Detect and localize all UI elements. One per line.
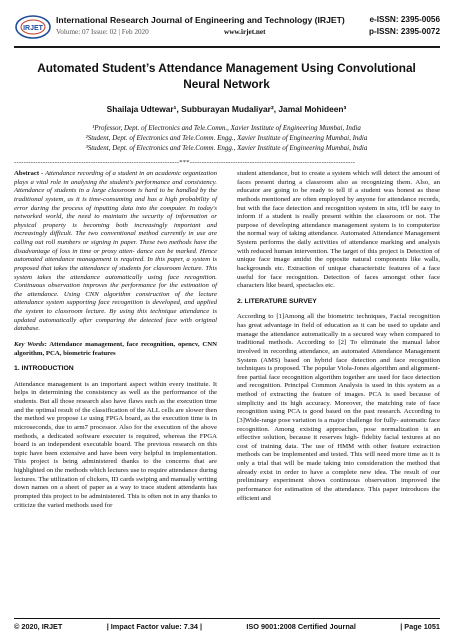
journal-header [14,14,440,44]
right-column [237,170,440,510]
keywords [14,341,217,358]
journal-name: International Research Journal of Engineering and Technology (IRJET) [56,15,345,25]
svg-text:IRJET: IRJET [23,25,43,32]
abstract [14,170,217,334]
section-literature-heading: 2. LITERATURE SURVEY [237,297,317,305]
right-paragraph-1: student attendance, but to create a system which will detect the amount of faces present during a classroom also as recognizing them. Also, an educator are going to be ready to tell if a student was honest as these methods mentioned are often employed by anyone for attendance records, but with the face detection and recognition system in situ, it'll be easy to inform if a student is really present within the classroom or not. The purpose of developing attendance management system is to computerize the normal way of taking attendance. Automated Attendance Management System performs the daily activities of attendance marking and analysis with reduced human intervention. The target of this project is Detection of unique face image amidst the opposite natural components like walls, backgrounds etc. Extraction of unique characteristic features of a face useful for face recognition. Detection of faces amongst other face characters like beard, spectacles etc. [237,170,440,290]
affiliation-2: ²Student, Dept. of Electronics and Tele.Comm. Engg., Xavier Institute of Engineering Mumbai, India [85,134,368,142]
author-list: Shailaja Udtewar¹, Subburayan Mudaliyar², Jamal Mohideen³ [106,104,347,114]
introduction-text: Attendance management is an important aspect within every institute. It helps in determining the consistency as well as the performance of the students. But all those research also have flaws such as the execution time and the optimal result of the classification of the ALL cells are slower then the method we propose i.e using FPGA board, as the execution time is in microseconds, due to arm7 processor. Also for the execution of the above methods, a dedicated software executer is required, whereas the FPGA board is an independent executable board. The previous research on this topic have been extensive and have been very helpful in implementation. This project is being administered thanks to the concerns that are highlighted on the methods which lectures use to require attendance during lectures. The utilization of clickers, ID cards swiping and manually writing down names on a sheet of paper as a way to trace student attendants has prompted this project to be administered. This is often not in any thanks to criticize the varied methods used for [14,380,217,509]
footer-impact-factor: | Impact Factor value: 7.34 | [106,622,203,631]
keywords-label: Key Words [14,340,45,348]
footer-copyright: © 2020, IRJET [14,622,63,631]
paper-title: Automated Student’s Attendance Management Using Convolutional Neural Network [37,61,416,91]
left-column [14,170,217,517]
irjet-logo [14,14,52,40]
e-issn: e-ISSN: 2395-0056 [369,15,440,24]
keywords-text: : Attendance management, face recognition, opencv, CNN algorithm, PCA, biometric features [14,340,217,357]
abstract-label: Abstract - [14,170,44,177]
header-rule [14,46,440,48]
abstract-text: Attendance recording of a student in an academic organization plays a vital role in analysing the student's performance and consistency. Attendance of students in a large classroom is hard to be handled by the traditional system, as it is time-consuming and has a high probability of error during the process of inputting data into the computer. In today's networked world, the need to maintain the security of information or physical property is becoming both increasingly important and increasingly difficult. The two conventional method currently in use are calling out roll numbers or signing in paper. These two methods have the disadvantage of loss in time or proxy atten- dance can be marked. Hence automated attendance management is required. In this paper, a system is proposed that takes the attendance of students for classroom lecture. This system takes the attendance automatically using face recognition. Continuous observation improves the performance for the estimation of the attendance. Using CNN algorithm construction of the lecture attendance system supporting face recognition is developed, and applied the system to classroom lecture. By using this technique attendance is updated automatically after comparing the detected face with original database. [14,170,217,333]
affiliation-3: ³Student, Dept. of Electronics and Tele.Comm. Engg., Xavier Institute of Engineering Mumbai, India [85,144,368,152]
section-introduction-heading: 1. INTRODUCTION [14,365,74,373]
journal-website: www.irjet.net [224,28,266,36]
page-footer [14,622,440,631]
footer-rule [14,618,440,619]
literature-survey-text: According to [1]Among all the biometric techniques, Facial recognition has great advantage in field of education as it can be used to update and manage the attendance automatically in a secured way when compared to traditional methods. According to [2] To eliminate the manual labor involved in recording attendance, an automated Attendance Management System (AMS) based on hybrid face detection and face recognition techniques is proposed. The popular Viola-Jones algorithm and alignment- free partial face recognition algorithm together are used for face detection and recognition. Principal Common Analysis is used in this system as a method of extracting the feature of images. PCA is used because of simplicity and its high accuracy. Moreover, the matching rate of face recognition using PCA is good based on the past research. According to [3]Wide-range pose variation is a major challenge for fully- automatic face recognition. Among existing approaches, pose normalization is an effective solution, because it reserves high- fidelity facial textures at no cost of training data. The use of HMM with other feature extraction methods can be implemented and tested. This will need more time as it is only a trial that will be made taking into consideration the method that already exist in order to have a complete new idea. The result of our preliminary experiment shows continuous observation improved the performance for estimation of the attendance. This paper introduces the efficient and [237,313,440,502]
affiliation-1: ¹Professor, Dept. of Electronics and Tele.Comm., Xavier Institute of Engineering Mumbai, India [92,124,361,132]
p-issn: p-ISSN: 2395-0072 [369,27,440,36]
footer-iso: ISO 9001:2008 Certified Journal [246,622,356,631]
footer-page-number: | Page 1051 [400,622,440,631]
separator-line: ---------------------------------------------------------------------***--------------------------------------------------------------------- [14,159,356,166]
volume-issue: Volume: 07 Issue: 02 | Feb 2020 [56,28,149,36]
